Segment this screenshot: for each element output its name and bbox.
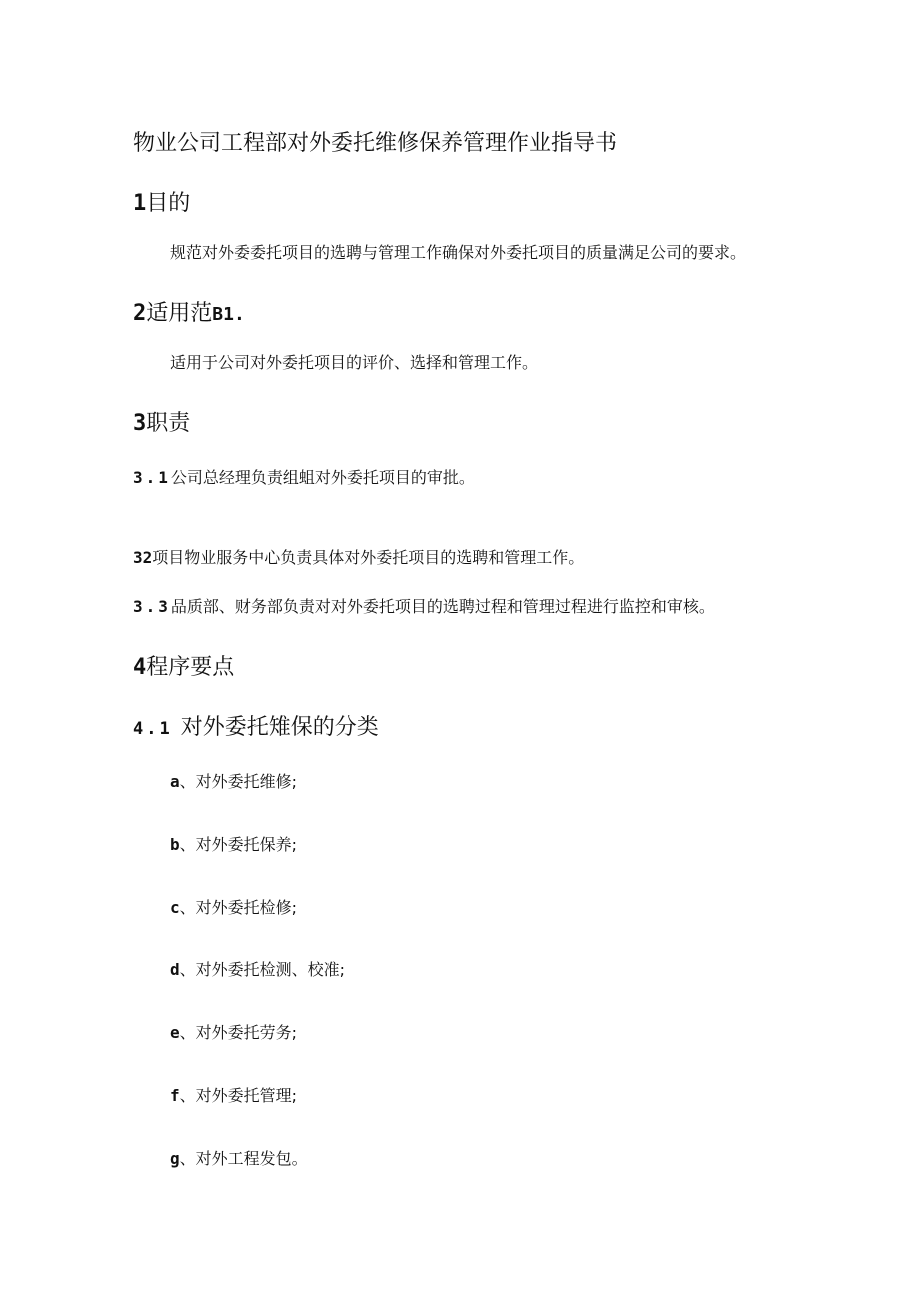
list-item-text: 、对外工程发包。 <box>179 1149 308 1168</box>
category-list-item <box>170 1088 297 1104</box>
list-marker: f <box>170 1086 180 1105</box>
list-marker: c <box>170 898 180 917</box>
section-number: 1 <box>133 191 147 216</box>
category-list-item <box>170 837 297 853</box>
list-marker: d <box>170 960 180 979</box>
category-list-item <box>170 1025 297 1041</box>
section-purpose-body <box>170 245 746 261</box>
duty-number: 3.1 <box>133 468 171 487</box>
category-list-item <box>170 774 297 790</box>
list-item-text: 、对外委托劳务; <box>179 1023 298 1042</box>
category-list-item <box>170 900 297 916</box>
duty-text: 品质部、财务部负责对对外委托项目的选聘过程和管理过程进行监控和审核。 <box>170 597 715 616</box>
list-item-text: 、对外委托检测、校准; <box>179 960 346 979</box>
document-title <box>133 133 617 155</box>
paragraph-text: 适用于公司对外委托项目的评价、选择和管理工作。 <box>170 353 539 372</box>
duty-item <box>133 470 475 486</box>
section-scope-body <box>170 355 538 371</box>
list-marker: a <box>170 772 180 791</box>
section-title: 程序要点 <box>146 655 235 680</box>
paragraph-text: 规范对外委委托项目的选聘与管理工作确保对外委托项目的质量满足公司的要求。 <box>170 243 747 262</box>
duty-text: 项目物业服务中心负责具体对外委托项目的选聘和管理工作。 <box>152 548 585 567</box>
list-marker: g <box>170 1149 180 1168</box>
list-item-text: 、对外委托管理; <box>179 1086 298 1105</box>
duty-number: 3.3 <box>133 597 171 616</box>
section-title: 适用范 <box>146 301 213 326</box>
section-title: 目的 <box>146 191 191 216</box>
duty-item <box>133 550 584 566</box>
duty-item <box>133 599 715 615</box>
document-title-text: 物业公司工程部对外委托维修保养管理作业指导书 <box>133 131 618 156</box>
list-item-text: 、对外委托保养; <box>179 835 298 854</box>
category-list-item <box>170 962 345 978</box>
section-number: 4 <box>133 655 147 680</box>
section-number: 3 <box>133 411 147 436</box>
subsection-title: 对外委托雉保的分类 <box>180 715 379 740</box>
section-purpose-heading <box>133 193 190 215</box>
subsection-heading <box>133 717 379 739</box>
duty-text: 公司总经理负责组蛆对外委托项目的审批。 <box>170 468 475 487</box>
list-item-text: 、对外委托维修; <box>179 772 298 791</box>
subsection-number: 4.1 <box>133 719 173 739</box>
category-list-item <box>170 1151 308 1167</box>
section-title-suffix: B1. <box>212 304 245 325</box>
section-scope-heading <box>133 303 245 325</box>
list-marker: b <box>170 835 180 854</box>
duty-number: 32 <box>133 548 153 567</box>
section-procedure-heading <box>133 657 234 679</box>
section-duties-heading <box>133 413 190 435</box>
list-marker: e <box>170 1023 180 1042</box>
list-item-text: 、对外委托检修; <box>179 898 298 917</box>
section-number: 2 <box>133 301 147 326</box>
section-title: 职责 <box>146 411 191 436</box>
